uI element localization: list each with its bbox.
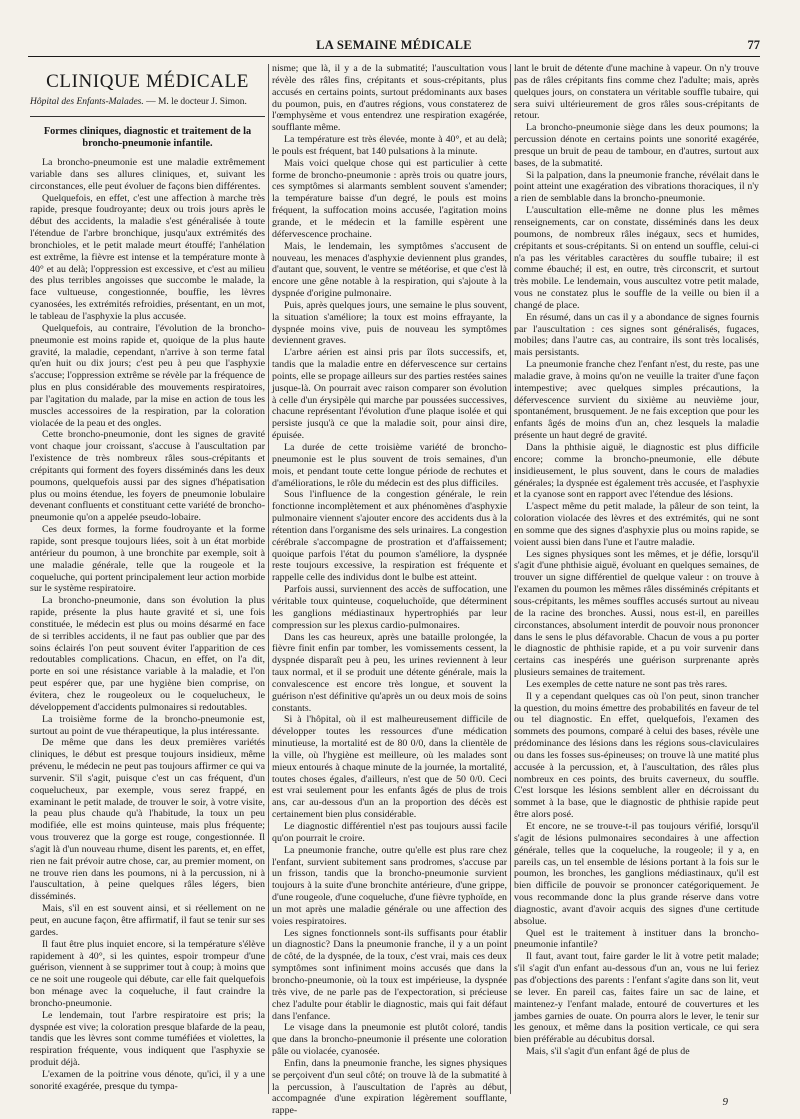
paragraph: L'arbre aérien est ainsi pris par îlots successifs, et, tandis que la maladie entre en défervescence sur certains points, elle se propage ailleurs sur des parties restées saines jusque-là. On pourrait avec raison comparer son évolution à celle d'un érysipèle qui marche par poussées successives, chacune représentant l'évolution d'une plaque isolée et qui persiste jusqu'à ce que la maladie soit, pour ainsi dire, épuisée. (272, 347, 507, 442)
paragraph: Parfois aussi, surviennent des accès de suffocation, une véritable toux quinteuse, coqueluchoïde, que déterminent les ganglions médiastinaux hypertrophiés par leur compression sur les plexus cardio-pulmonaires. (272, 584, 507, 631)
paragraph: lant le bruit de détente d'une machine à vapeur. On n'y trouve pas de râles crépitants fins comme chez l'adulte; mais, après quelques jours, on constatera un véritable souffle tubaire, qui sera suivi ultérieurement de gros râles sous-crépitants de retour. (514, 63, 759, 122)
column-2 (272, 63, 507, 1117)
paragraph: Les exemples de cette nature ne sont pas très rares. (526, 678, 728, 690)
column-divider (510, 64, 511, 1094)
paragraph: La broncho-pneumonie siège dans les deux poumons; la percussion dénote en certains points une sonorité exagérée, presque un bruit de peau de tambour, en d'autres, surtout aux bases, de la submatité. (514, 122, 759, 169)
paragraph: Dans les cas heureux, après une bataille prolongée, la fièvre finit enfin par tomber, les vomissements cessent, la dyspnée disparaît peu à peu, les urines reviennent à leur taux normal, et il se produit une détente générale, mais la convalescence est encore très longue, et souvent la guérison n'est définitive qu'après un ou deux mois de soins constants. (272, 631, 507, 714)
section-title: CLINIQUE MÉDICALE (46, 71, 249, 92)
paragraph: Il faut être plus inquiet encore, si la température s'élève rapidement à 40°, si les quintes, espoir trompeur d'une guérison, viennent à se supprimer tout à coup; à moins que ce ne soit une rougeole qui débute, car elle fait quelquefois bon ménage avec la coqueluche, il faut craindre la broncho-pneumonie. (30, 938, 265, 1009)
paragraph: Mais, s'il s'agit d'un enfant âgé de plus de (526, 1046, 690, 1058)
paragraph: De même que dans les deux premières variétés cliniques, le début est presque toujours insidieux, même prévenu, le médecin ne peut pas toujours affirmer ce qui va survenir. S'il s'agit, puisque c'est un cas fréquent, d'un coquelucheux, par exemple, vous serez frappé, en examinant le petit malade, de trouver le soir, à votre visite, la peau plus chaude qu'à l'habitude, la toux un peu modifiée, elle est moins quinteuse, mais plus fréquente; vous trouverez que la gorge est rouge, congestionnée. Il s'agit là d'un nouveau rhume, disent les parents, et, en effet, rien ne fait prévoir autre chose, car, au premier moment, on ne trouve rien dans les poumons, ni à la percussion, ni à l'auscultation, à peine quelques râles légers, bien disséminés. (30, 737, 265, 903)
byline (30, 96, 265, 108)
paragraph: Si à l'hôpital, où il est malheureusement difficile de développer toutes les ressources d'une médication minutieuse, la mortalité est de 80 0/0, dans la clientèle de la ville, où l'hygiène est meilleure, où les malades sont mieux entourés à chaque minute de la journée, la mortalité, toutes choses égales, d'ailleurs, n'est que de 50 0/0. Ceci est vrai seulement pour les enfants âgés de plus de trois ans, car au-dessous d'un an la proportion des décès est certainement bien plus considérable. (272, 714, 507, 821)
paragraph: La troisième forme de la broncho-pneumonie est, surtout au point de vue thérapeutique, la plus intéressante. (30, 713, 265, 737)
paragraph: L'auscultation elle-même ne donne plus les mêmes renseignements, car on constate, disséminés dans les deux poumons, de nombreux râles inégaux, secs et humides, crépitants et sous-crépitants. Si on entend un souffle, celui-ci n'a pas les véritables caractères du souffle tubaire; il est comme ébauché; il est, en outre, très circonscrit, et surtout très mobile. Le lendemain, vous auscultez votre petit malade, vous ne constatez plus le souffle de la veille ou bien il a changé de place. (514, 205, 759, 311)
column-3 (514, 63, 759, 1093)
paragraph: nisme; que là, il y a de la submatité; l'auscultation vous révèle des râles fins, crépitants et sous-crépitants, plus accusés en certains points, surtout prédominants aux bases du poumon, puis, en d'autres régions, vous constaterez de l'œmphysème et vous entendrez une respiration exagérée, soufflante même. (272, 63, 507, 134)
paragraph: Il y a cependant quelques cas où l'on peut, sinon trancher la question, du moins émettre des probabilités en faveur de tel ou tel diagnostic. En effet, quelquefois, l'examen des sommets des poumons, comparé à celui des bases, révèle une prédominance des lésions dans les régions sous-claviculaires ou dans les fosses sus-épineuses; on trouve là une matité plus accusée à la percussion, et, à l'auscultation, des râles plus nombreux en ces points, des bruits caverneux, du souffle. C'est lorsque les lésions semblent aller en décroissant du sommet à la base, que le diagnostic de phthisie rapide peut être alors posé. (514, 690, 759, 821)
paragraph: La pneumonie franche chez l'enfant n'est, du reste, pas une maladie grave, à moins qu'on ne veuille la traiter d'une façon intempestive; avec quelques simples précautions, la défervescence survient du sixième au neuvième jour, spontanément, brusquement. Je ne fais exception que pour les enfants âgés de moins d'un an, chez lesquels la maladie présente un haut degré de gravité. (514, 359, 759, 442)
section-separator (30, 116, 265, 117)
paragraph: Il faut, avant tout, faire garder le lit à votre petit malade; s'il s'agit d'un enfant au-dessous d'un an, vous ne lui feriez pas d'objections des parents : l'enfant s'agite dans son lit, veut se lever. En pareil cas, faites faire un sac de laine, et maintenez-y l'enfant malade, entouré de couvertures et les jambes garnies de ouate. On pourra alors le lever, le tenir sur les genoux, et même dans la position verticale, ce qui sera bien préférable au décubitus dorsal. (514, 951, 759, 1046)
paragraph: Puis, après quelques jours, une semaine le plus souvent, la situation s'améliore; la toux est moins effrayante, la dyspnée moins vive, puis de nouveau les symptômes deviennent graves. (272, 299, 507, 347)
paragraph: Quelquefois, en effet, c'est une affection à marche très rapide, presque foudroyante; deux ou trois jours après le début des accidents, la maladie s'est généralisée à toute l'étendue de l'arbre bronchique, jusqu'aux extrémités des bronchioles, et le petit malade meurt étouffé; l'anhélation est extrême, la fièvre est intense et la température monte à 40° et au delà; l'oppression est excessive, et c'est au milieu des plus terribles angoisses que succombe le malade, la face vultueuse, congestionnée, bouffie, les lèvres cyanosées, les extrémités refroidies, présentant, en un mot, le tableau de l'asphyxie la plus accusée. (30, 192, 265, 322)
running-title: LA SEMAINE MÉDICALE (316, 38, 472, 52)
paragraph: Les signes physiques sont les mêmes, et je défie, lorsqu'il s'agit d'une phthisie aiguë, évoluant en quelques semaines, de trouver un signe différentiel de quelque valeur : on trouve à l'examen du poumon les mêmes râles disséminés crépitants et sous-crépitants, les mêmes souffles accusés surtout au niveau de la racine des bronches. Aussi, nous est-il, en pareilles circonstances, absolument interdit de pouvoir nous prononcer dans le sens le plus défavorable. Chacun de vous a pu porter le diagnostic de phthisie rapide, et a pu voir survenir dans certains cas inespérés une guérison surprenante après plusieurs semaines de traitement. (514, 548, 759, 679)
paragraph: Et encore, ne se trouve-t-il pas toujours vérifié, lorsqu'il s'agit de lésions pulmonaires secondaires à une affection générale, telles que la coqueluche, la rougeole; il y a, en pareils cas, un tel ensemble de lésions portant à la fois sur le poumon, les bronches, les ganglions médiastinaux, qu'il est bien difficile de pouvoir se prononcer catégoriquement. Je vous recommande donc la plus grande réserve dans votre diagnostic, avant d'avoir acquis des signes d'une certitude absolue. (514, 821, 759, 927)
author-name: — M. le docteur J. Simon. (143, 97, 247, 107)
paragraph: La durée de cette troisième variété de broncho-pneumonie est le plus souvent de trois semaines, d'un mois, et pendant toute cette longue période de rechutes et d'améliorations, le rôle du médecin est des plus difficiles. (272, 442, 507, 489)
paragraph: La température est très élevée, monte à 40°, et au delà; le pouls est fréquent, bat 140 pulsations à la minute. (272, 134, 507, 157)
paragraph: Le diagnostic différentiel n'est pas toujours aussi facile qu'on pourrait le croire. (272, 821, 507, 844)
paragraph: Si la palpation, dans la pneumonie franche, révélait dans le point atteint une exagération des vibrations thoraciques, il n'y a rien de semblable dans la broncho-pneumonie. (514, 169, 759, 205)
page-number: 77 (747, 38, 760, 52)
paragraph: Le lendemain, tout l'arbre respiratoire est pris; la dyspnée est vive; la coloration presque blafarde de la peau, tandis que les lèvres sont comme tuméfiées et violettes, la respiration fréquente, vous indiquent que l'asphyxie se produit déjà. (30, 1009, 265, 1069)
paragraph: Sous l'influence de la congestion générale, le rein fonctionne incomplètement et aux phénomènes d'asphyxie pulmonaire viennent s'ajouter encore des accidents dus à la rétention dans l'organisme des sels urinaires. La congestion cérébrale s'accompagne de prostration et d'affaissement; quoique parfois l'état du poumon s'améliore, la dyspnée reste toujours excessive, la respiration est fréquente et rappelle celle des individus dont le bulbe est atteint. (272, 489, 507, 584)
page-header (28, 38, 760, 57)
paragraph: Cette broncho-pneumonie, dont les signes de gravité vont chaque jour croissant, s'accuse à l'auscultation par l'existence de très nombreux râles sous-crépitants et crépitants qui forment des foyers disséminés dans les deux poumons, quelquefois aussi par des signes d'hépatisation plus ou moins étendue, les foyers de pneumonie lobulaire devenant confluents et constituant cette variété de broncho-pneumonie qu'on a appelée pseudo-lobaire. (30, 429, 265, 524)
paragraph: L'examen de la poitrine vous dénote, qu'ici, il y a une sonorité exagérée, presque du tympa- (30, 1068, 265, 1092)
article-title: Formes cliniques, diagnostic et traitement de la broncho-pneumonie infantile. (43, 126, 252, 149)
column-divider (268, 64, 269, 1094)
column-1-body (30, 157, 265, 1093)
paragraph: La broncho-pneumonie, dans son évolution la plus rapide, présente la plus haute gravité et si, une fois constituée, le médecin est plus ou moins désarmé en face de si terribles accidents, il ne faut pas oublier que par des soins éclairés l'on peut souvent éviter l'apparition de ces redoutables complications. Chacun, en effet, on l'a dit, porte en soi une résistance variable à la maladie, et l'on peut espérer que, par une hygiène bien comprise, on évitera, chez le rougeoleux ou le coquelucheux, le développement d'accidents pulmonaires si redoutables. (30, 595, 265, 713)
paragraph: Le visage dans la pneumonie est plutôt coloré, tandis que dans la broncho-pneumonie il présente une coloration pâle ou violacée, cyanosée. (272, 1022, 507, 1058)
paragraph: L'aspect même du petit malade, la pâleur de son teint, la coloration violacée des lèvres et des extrémités, qui ne sont en somme que des signes d'asphyxie plus ou moins rapide, se voient aussi bien dans l'une et l'autre maladie. (514, 501, 759, 548)
paragraph: Mais, le lendemain, les symptômes s'accusent de nouveau, les menaces d'asphyxie deviennent plus grandes, d'autant que, souvent, le ventre se météorise, et que c'est là encore une gêne notable à la respiration, qui s'ajoute à la dyspnée d'origine pulmonaire. (272, 240, 507, 300)
paragraph: Mais, s'il en est souvent ainsi, et si réellement on ne peut, en aucune façon, être affirmatif, il faut se tenir sur ses gardes. (30, 903, 265, 938)
paragraph: La pneumonie franche, outre qu'elle est plus rare chez l'enfant, survient subitement sans prodromes, s'accuse par un frisson, tandis que la broncho-pneumonie survient toujours à la suite d'une bronchite antérieure, d'une grippe, d'une rougeole, d'une coqueluche, d'une fièvre typhoïde, en un mot après une maladie générale ou une affection des voies respiratoires. (272, 844, 507, 927)
column-2-body (272, 63, 507, 1117)
paragraph: En résumé, dans un cas il y a abondance de signes fournis par l'auscultation : ces signes sont généralisés, fugaces, mobiles; dans l'autre cas, au contraire, ils sont très localisés, mais persistants. (514, 311, 759, 359)
column-1 (30, 63, 265, 1093)
paragraph: Les signes fonctionnels sont-ils suffisants pour établir un diagnostic? Dans la pneumonie franche, il y a un point de côté, de la dyspnée, de la toux, c'est vrai, mais ces deux symptômes sont infiniment moins accusés que dans la broncho-pneumonie, où la toux est impérieuse, la dyspnée très vive, de ne parle pas de l'expectoration, si précieuse chez l'adulte pour établir le diagnostic, mais qui fait défaut dans l'enfance. (272, 927, 507, 1022)
hospital-name: Hôpital des Enfants-Malades. (30, 97, 144, 107)
paragraph: Enfin, dans la pneumonie franche, les signes physiques se perçoivent d'un seul côté; on trouve là de la submatité à la percussion, à l'auscultation de l'après au début, accompagnée d'une expiration légèrement soufflante, rappe- (272, 1057, 507, 1117)
paragraph: Ces deux formes, la forme foudroyante et la forme rapide, sont presque toujours liées, soit à un état morbide antérieur du poumon, à une bronchite par exemple, soit à une maladie générale, telle que la rougeole et la coqueluche, qui portent principalement leur action morbide sur le système respiratoire. (30, 524, 265, 595)
paragraph: Quelquefois, au contraire, l'évolution de la broncho-pneumonie est moins rapide et, quoique de la plus haute gravité, la maladie, cependant, n'arrive à son terme fatal qu'en huit ou dix jours; c'est peu à peu que l'asphyxie s'accuse; l'oppression extrême se révèle par la fréquence de plus en plus considérable des mouvements respiratoires, par l'agitation du malade, par la mise en action de tous les muscles accessoires de la respiration, par la coloration violacée de la peau et des ongles. (30, 322, 265, 429)
column-3-body (514, 63, 759, 1058)
paragraph: La broncho-pneumonie est une maladie extrêmement variable dans ses allures cliniques, et, suivant les circonstances, elle peut évoluer de façons bien différentes. (30, 157, 265, 192)
paragraph: Mais voici quelque chose qui est particulier à cette forme de broncho-pneumonie : après trois ou quatre jours, ces symptômes si alarmants semblent souvent s'amender; la température baisse d'un degré, le pouls est moins fréquent, la suffocation moins accusée, l'agitation moins grande, et le médecin et la famille espèrent une défervescence prochaine. (272, 157, 507, 240)
paragraph: Quel est le traitement à instituer dans la broncho-pneumonie infantile? (514, 927, 759, 951)
signature-mark: 9 (722, 1096, 728, 1108)
paragraph: Dans la phthisie aiguë, le diagnostic est plus difficile encore; comme la broncho-pneumonie, elle débute insidieusement, le plus souvent, dans le cours de maladies générales; la dyspnée est également très accusée, et l'asphyxie et la cyanose sont en rapport avec l'étendue des lésions. (514, 442, 759, 501)
